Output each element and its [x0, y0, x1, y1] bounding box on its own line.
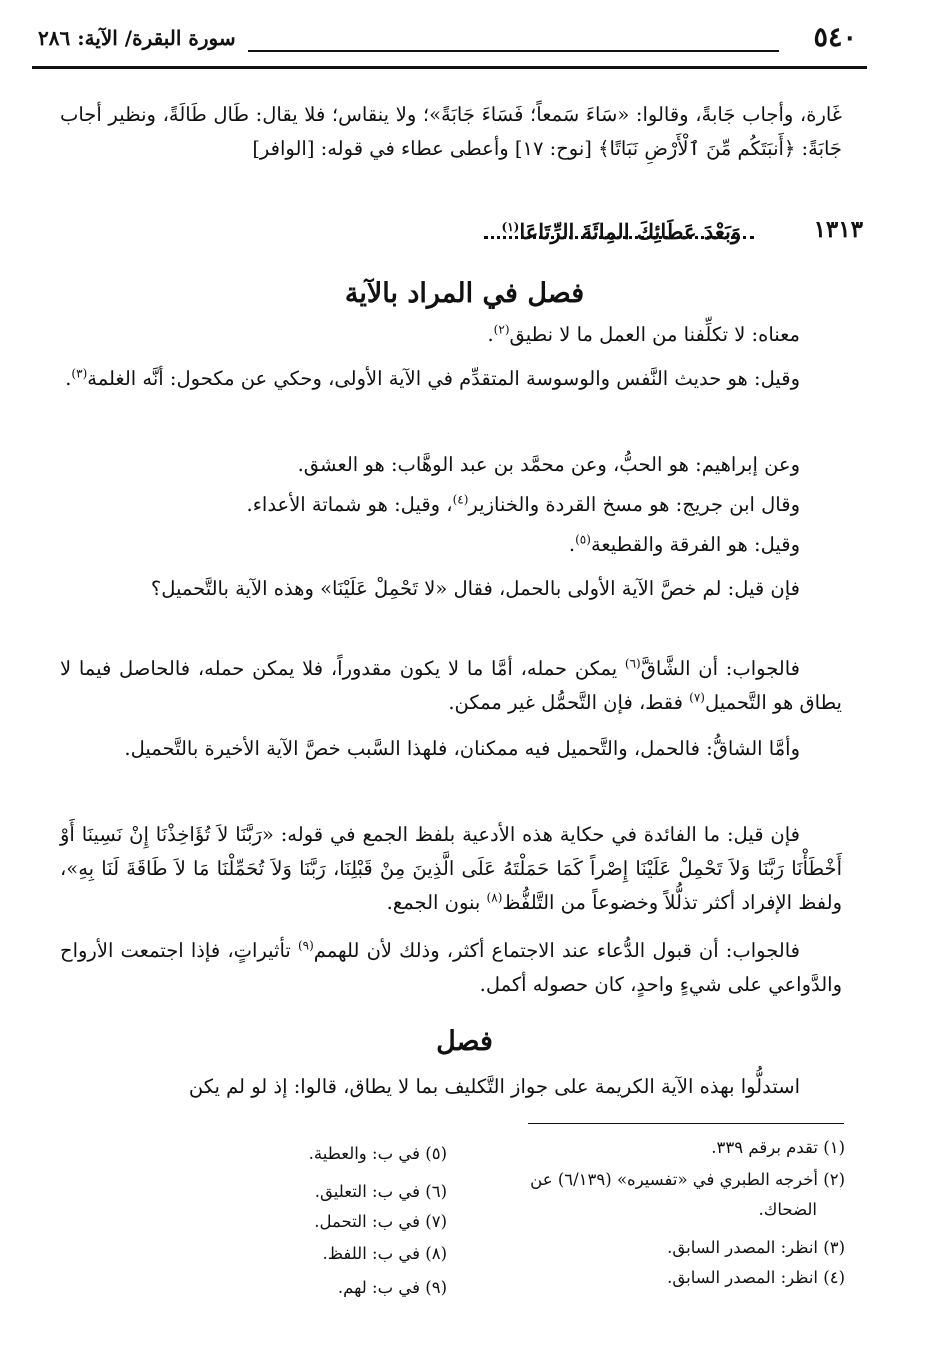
- paragraph-10: [60, 818, 842, 920]
- footnote-marker: (٥): [575, 532, 591, 547]
- paragraph-text: معناه: لا تكلِّفنا من العمل ما لا نطيق: [509, 323, 800, 346]
- footnote-marker: (٦): [624, 656, 641, 671]
- paragraph-text: فالجواب: أن الشَّاقَّ: [640, 657, 800, 680]
- footnote-marker: (١): [501, 220, 520, 234]
- page-number: ٥٤٠: [813, 22, 857, 53]
- footnote-marker: (٢): [493, 322, 510, 337]
- paragraph-text: بنون الجمع.: [386, 891, 487, 914]
- paragraph-text: فقط، فإن التَّحمُّل غير ممكن.: [448, 691, 690, 714]
- section-heading: فصل في المراد بالآية: [344, 278, 585, 309]
- footnote-8: (٨) في ب: اللفظ.: [322, 1244, 447, 1263]
- paragraph-text: فالجواب: أن قبول الدُّعاء عند الاجتماع أكثر، وذلك لأن للهمم: [313, 939, 800, 962]
- paragraph-2: معناه: لا تكلِّفنا من العمل ما لا نطيق$^{(٢)}$.: [487, 322, 800, 346]
- section-heading: فصل: [436, 1026, 493, 1057]
- footnote-marker: (٣): [71, 366, 88, 381]
- footnote-1: (١) تقدم برقم ٣٣٩.: [711, 1138, 845, 1157]
- footnote-marker: (٤): [452, 492, 469, 507]
- paragraph-text: وقيل: هو حديث النَّفس والوسوسة المتقدِّم في الآية الأولى، وحكي عن مكحول: أنَّه الغلمة: [87, 367, 800, 390]
- paragraph-1: غَارة، وأجاب جَابةً، وقالوا: «سَاءَ سَمعاً؛ فَسَاءَ جَابَةً»؛ ولا ينقاس؛ فلا يقال: طَال طَالَةً، ونظير أجاب جَابَةً: ﴿أَنبَتَكُم مِّنَ ٱلْأَرْضِ نَبَاتًا﴾ [نوح: ١٧] وأعطى عطاء في قوله: [الوافر]: [60, 103, 842, 160]
- footnote-2-continued: الضحاك.: [758, 1200, 817, 1219]
- footnote-marker: (٩): [297, 938, 314, 953]
- paragraph-4: وعن إبراهيم: هو الحبُّ، وعن محمَّد بن عبد الوهَّاب: هو العشق.: [297, 453, 800, 476]
- footnote-6: (٦) في ب: التعليق.: [314, 1182, 447, 1201]
- poetry-verse-text: وَبَعْدَ عَطَائِكَ المِائَةَ الرِّتَاعَا: [519, 219, 741, 244]
- footnote-3: (٣) انظر: المصدر السابق.: [667, 1238, 845, 1257]
- footnote-rule: [528, 1123, 844, 1124]
- poetry-verse: [502, 219, 741, 244]
- paragraph-text: فإن قيل: ما الفائدة في حكاية هذه الأدعية بلفظ الجمع في قوله: «رَبَّنَا لاَ تُؤَاخِذْنَا إِنْ نَسِينَا أَوْ أَخْطَأْنَا رَبَّنَا وَلاَ تَحْمِلْ عَلَيْنَا إِصْراً كَمَا حَمَلْتَهُ عَلَى الَّذِينَ مِنْ قَبْلِنَا، رَبَّنَا وَلاَ تُحَمِّلْنَا مَا لاَ طَاقَةَ لَنَا بِهِ»، ولفظ الإفراد أكثر تذلُّلاً وخضوعاً من التَّلفُّظ: [60, 823, 842, 914]
- footnote-4: (٤) انظر: المصدر السابق.: [667, 1268, 845, 1287]
- paragraph-9: وأمَّا الشاقُّ: فالحمل، والتَّحميل فيه ممكنان، فلهذا السَّبب خصَّ الآية الأخيرة بالتَّحميل.: [124, 737, 800, 760]
- paragraph-7: فإن قيل: لم خصَّ الآية الأولى بالحمل، فقال «لا تَحْمِلْ عَلَيْنَا» وهذه الآية بالتَّحميل؟: [150, 577, 800, 600]
- paragraph-text: تأثيراتٍ، فإذا اجتمعت الأرواح والدَّواعي على شيءٍ واحدٍ، كان حصوله أكمل.: [60, 939, 842, 996]
- footnote-marker: (٧): [689, 690, 705, 705]
- paragraph-text: وقال ابن جريج: هو مسخ القردة والخنازير: [468, 493, 800, 516]
- paragraph-11: [60, 934, 842, 1002]
- footnote-2: (٢) أخرجه الطبري في «تفسيره» (٦/١٣٩) عن: [530, 1170, 845, 1189]
- footnote-7: (٧) في ب: التحمل.: [314, 1212, 447, 1231]
- running-header-title: سورة البقرة/ الآية: ٢٨٦: [38, 26, 236, 50]
- footnote-marker: (٨): [486, 890, 503, 905]
- header-rule-segment: [248, 50, 779, 52]
- footnote-5: (٥) في ب: والعطية.: [308, 1144, 447, 1163]
- verse-number: ١٣١٣: [813, 216, 863, 243]
- paragraph-6: وقيل: هو الفرقة والقطيعة$^{(٥)}$.: [568, 532, 800, 556]
- paragraph-text: وقيل: هو الفرقة والقطيعة: [590, 533, 800, 556]
- paragraph-5: [60, 488, 842, 522]
- paragraph-text: ، وقيل: هو شماتة الأعداء.: [246, 493, 453, 516]
- paragraph-8: [60, 652, 842, 720]
- header-rule: [32, 66, 867, 69]
- paragraph-text: يمكن حمله، أمَّا ما لا يكون مقدوراً، فلا يمكن حمله، فالحاصل فيما لا يطاق هو التَّحميل: [60, 657, 842, 714]
- footnote-9: (٩) في ب: لهم.: [337, 1278, 447, 1297]
- paragraph-12: استدلُّوا بهذه الآية الكريمة على جواز التَّكليف بما لا يطاق، قالوا: إذ لو لم يكن: [188, 1075, 800, 1098]
- paragraph-3: وقيل: هو حديث النَّفس والوسوسة المتقدِّم في الآية الأولى، وحكي عن مكحول: أنَّه الغلمة$^{(٣)}$.: [65, 366, 800, 390]
